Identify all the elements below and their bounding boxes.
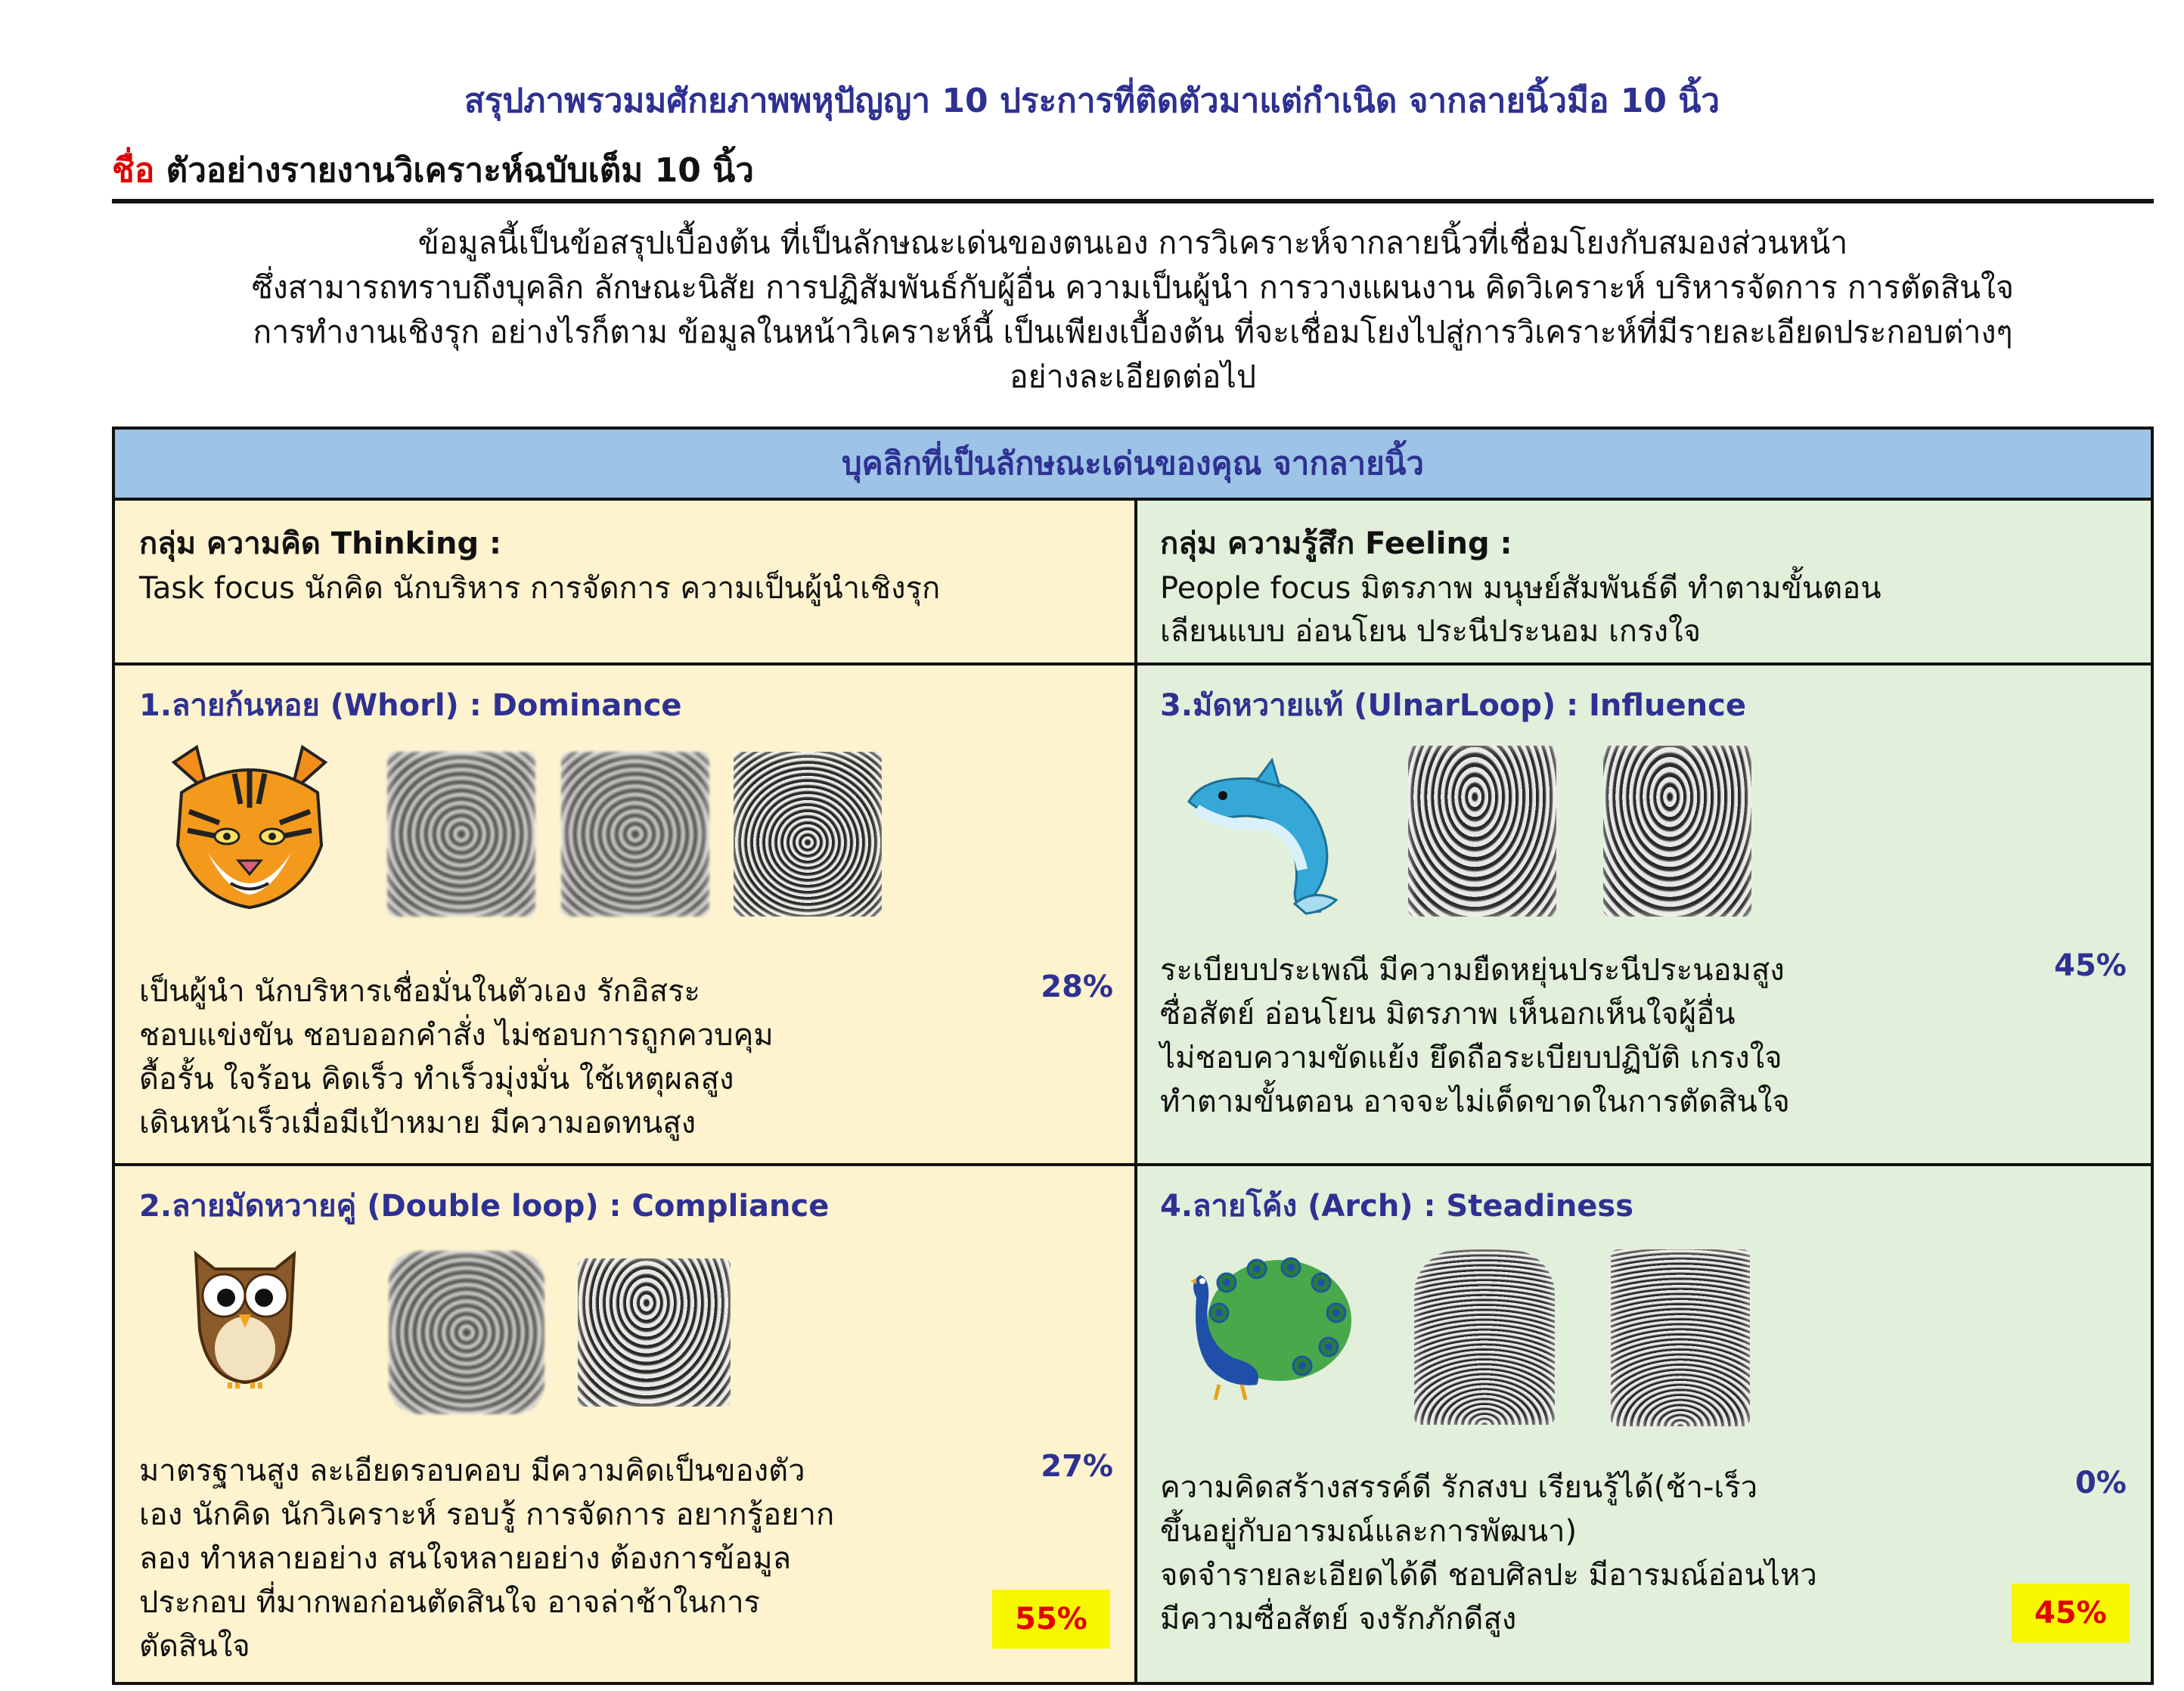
fingerprint-image bbox=[1408, 746, 1556, 917]
section-line: ตัดสินใจ bbox=[139, 1629, 250, 1664]
row-divider bbox=[115, 1163, 2151, 1166]
thinking-group bbox=[139, 519, 1122, 610]
section-line: จดจำรายละเอียดได้ดี ชอบศิลปะ มีอารมณ์อ่อนไหว bbox=[1160, 1558, 1817, 1593]
section-doubleloop-text bbox=[139, 1449, 834, 1668]
section-arch-title: 4.ลายโค้ง (Arch) : Steadiness bbox=[1160, 1189, 1634, 1224]
section-line: ลอง ทำหลายอย่าง สนใจหลายอย่าง ต้องการข้อมูล bbox=[139, 1541, 792, 1576]
section-line: เอง นักคิด นักวิเคราะห์ รอบรู้ การจัดการ อยากรู้อยาก bbox=[139, 1497, 835, 1532]
section-ulnarloop-percent: 45% bbox=[2054, 948, 2127, 983]
owl-icon bbox=[185, 1239, 306, 1390]
row-divider bbox=[115, 662, 2151, 666]
feeling-group-title: กลุ่ม ความรู้สึก Feeling : bbox=[1160, 526, 1512, 561]
section-whorl-title: 1.ลายก้นหอย (Whorl) : Dominance bbox=[139, 688, 682, 723]
feeling-group-desc: เลียนแบบ อ่อนโยน ประนีประนอม เกรงใจ bbox=[1160, 614, 1701, 649]
section-line: เป็นผู้นำ นักบริหารเชื่อมั่นในตัวเอง รักอิสระ bbox=[139, 974, 701, 1009]
name-value: ตัวอย่างรายงานวิเคราะห์ฉบับเต็ม 10 นิ้ว bbox=[166, 151, 754, 190]
section-line: ระเบียบประเพณี มีความยืดหยุ่นประนีประนอมสูง bbox=[1160, 953, 1785, 988]
dolphin-icon bbox=[1181, 756, 1348, 915]
section-line: ทำตามขั้นตอน อาจจะไม่เด็ดขาดในการตัดสินใจ bbox=[1160, 1084, 1790, 1119]
intro-line: ซึ่งสามารถทราบถึงบุคลิก ลักษณะนิสัย การปฏิสัมพันธ์กับผู้อื่น ความเป็นผู้นำ การวางแผนงาน คิดวิเคราะห์ บริหารจัดการ การตัดสินใจ bbox=[251, 269, 2015, 306]
section-line: ชอบแข่งขัน ชอบออกคำสั่ง ไม่ชอบการถูกควบคุม bbox=[139, 1018, 774, 1053]
feeling-group bbox=[1160, 519, 2136, 653]
tiger-icon bbox=[166, 740, 333, 911]
fingerprint-image bbox=[1611, 1249, 1750, 1426]
fingerprint-image bbox=[578, 1258, 731, 1407]
name-row bbox=[112, 144, 754, 197]
section-line: ประกอบ ที่มากพอก่อนตัดสินใจ อาจล่าช้าในการ bbox=[139, 1585, 761, 1620]
section-line: ความคิดสร้างสรรค์ดี รักสงบ เรียนรู้ได้(ช้า-เร็ว bbox=[1160, 1470, 1758, 1505]
fingerprint-image bbox=[387, 752, 535, 917]
section-line: มีความซื่อสัตย์ จงรักภักดีสูง bbox=[1160, 1602, 1517, 1637]
section-line: ซื่อสัตย์ อ่อนโยน มิตรภาพ เห็นอกเห็นใจผู้อื่น bbox=[1160, 997, 1736, 1032]
section-line: เดินหน้าเร็วเมื่อมีเป้าหมาย มีความอดทนสูง bbox=[139, 1106, 696, 1140]
section-arch-text bbox=[1160, 1466, 1817, 1641]
peacock-icon bbox=[1174, 1252, 1355, 1404]
section-doubleloop-title: 2.ลายมัดหวายคู่ (Double loop) : Compliance bbox=[139, 1189, 830, 1224]
fingerprint-image bbox=[734, 752, 882, 917]
title-divider bbox=[112, 199, 2154, 203]
section-line: ไม่ชอบความขัดแย้ง ยึดถือระเบียบปฏิบัติ เกรงใจ bbox=[1160, 1041, 1782, 1075]
table-header: บุคลิกที่เป็นลักษณะเด่นของคุณ จากลายนิ้ว bbox=[115, 430, 2151, 501]
section-ulnarloop-text bbox=[1160, 948, 1790, 1124]
column-divider bbox=[1134, 501, 1137, 1682]
fingerprint-image bbox=[389, 1251, 544, 1414]
section-ulnarloop-title: 3.มัดหวายแท้ (UlnarLoop) : Influence bbox=[1160, 688, 1746, 723]
intro-line: ข้อมูลนี้เป็นข้อสรุปเบื้องต้น ที่เป็นลักษณะเด่นของตนเอง การวิเคราะห์จากลายนิ้วที่เชื่อมโยงกับสมองส่วนหน้า bbox=[417, 225, 1848, 261]
intro-paragraph bbox=[112, 221, 2154, 399]
section-arch-percent: 0% bbox=[2075, 1466, 2127, 1500]
section-whorl-percent: 28% bbox=[1041, 970, 1113, 1004]
section-line: ดื้อรั้น ใจร้อน คิดเร็ว ทำเร็วมุ่งมั่น ใช้เหตุผลสูง bbox=[139, 1062, 734, 1097]
section-line: ขึ้นอยู่กับอารมณ์และการพัฒนา) bbox=[1160, 1514, 1578, 1549]
fingerprint-image bbox=[561, 752, 709, 917]
intro-line: อย่างละเอียดต่อไป bbox=[1009, 358, 1257, 395]
section-line: มาตรฐานสูง ละเอียดรอบคอบ มีความคิดเป็นของตัว bbox=[139, 1454, 805, 1488]
section-whorl-text bbox=[139, 970, 774, 1145]
intro-line: การทำงานเชิงรุก อย่างไรก็ตาม ข้อมูลในหน้าวิเคราะห์นี้ เป็นเพียงเบื้องต้น ที่จะเชื่อมโยงไปสู่การวิเคราะห์ที่มีรายละเอียดประกอบต่างๆ bbox=[253, 314, 2013, 350]
report-title: สรุปภาพรวมมศักยภาพพหุปัญญา 10 ประการที่ติดตัวมาแต่กำเนิด จากลายนิ้วมือ 10 นิ้ว bbox=[464, 82, 1720, 120]
section-doubleloop-percent: 27% bbox=[1041, 1449, 1113, 1484]
feeling-total-badge: 45% bbox=[2012, 1584, 2130, 1643]
thinking-total-badge: 55% bbox=[992, 1590, 1110, 1649]
fingerprint-image bbox=[1414, 1249, 1555, 1425]
name-label: ชื่อ bbox=[112, 151, 155, 190]
personality-table bbox=[112, 427, 2154, 1685]
thinking-group-title: กลุ่ม ความคิด Thinking : bbox=[139, 526, 502, 561]
thinking-group-desc: Task focus นักคิด นักบริหาร การจัดการ ความเป็นผู้นำเชิงรุก bbox=[139, 571, 941, 606]
feeling-group-desc: People focus มิตรภาพ มนุษย์สัมพันธ์ดี ทำตามขั้นตอน bbox=[1160, 571, 1882, 606]
fingerprint-image bbox=[1603, 746, 1751, 917]
